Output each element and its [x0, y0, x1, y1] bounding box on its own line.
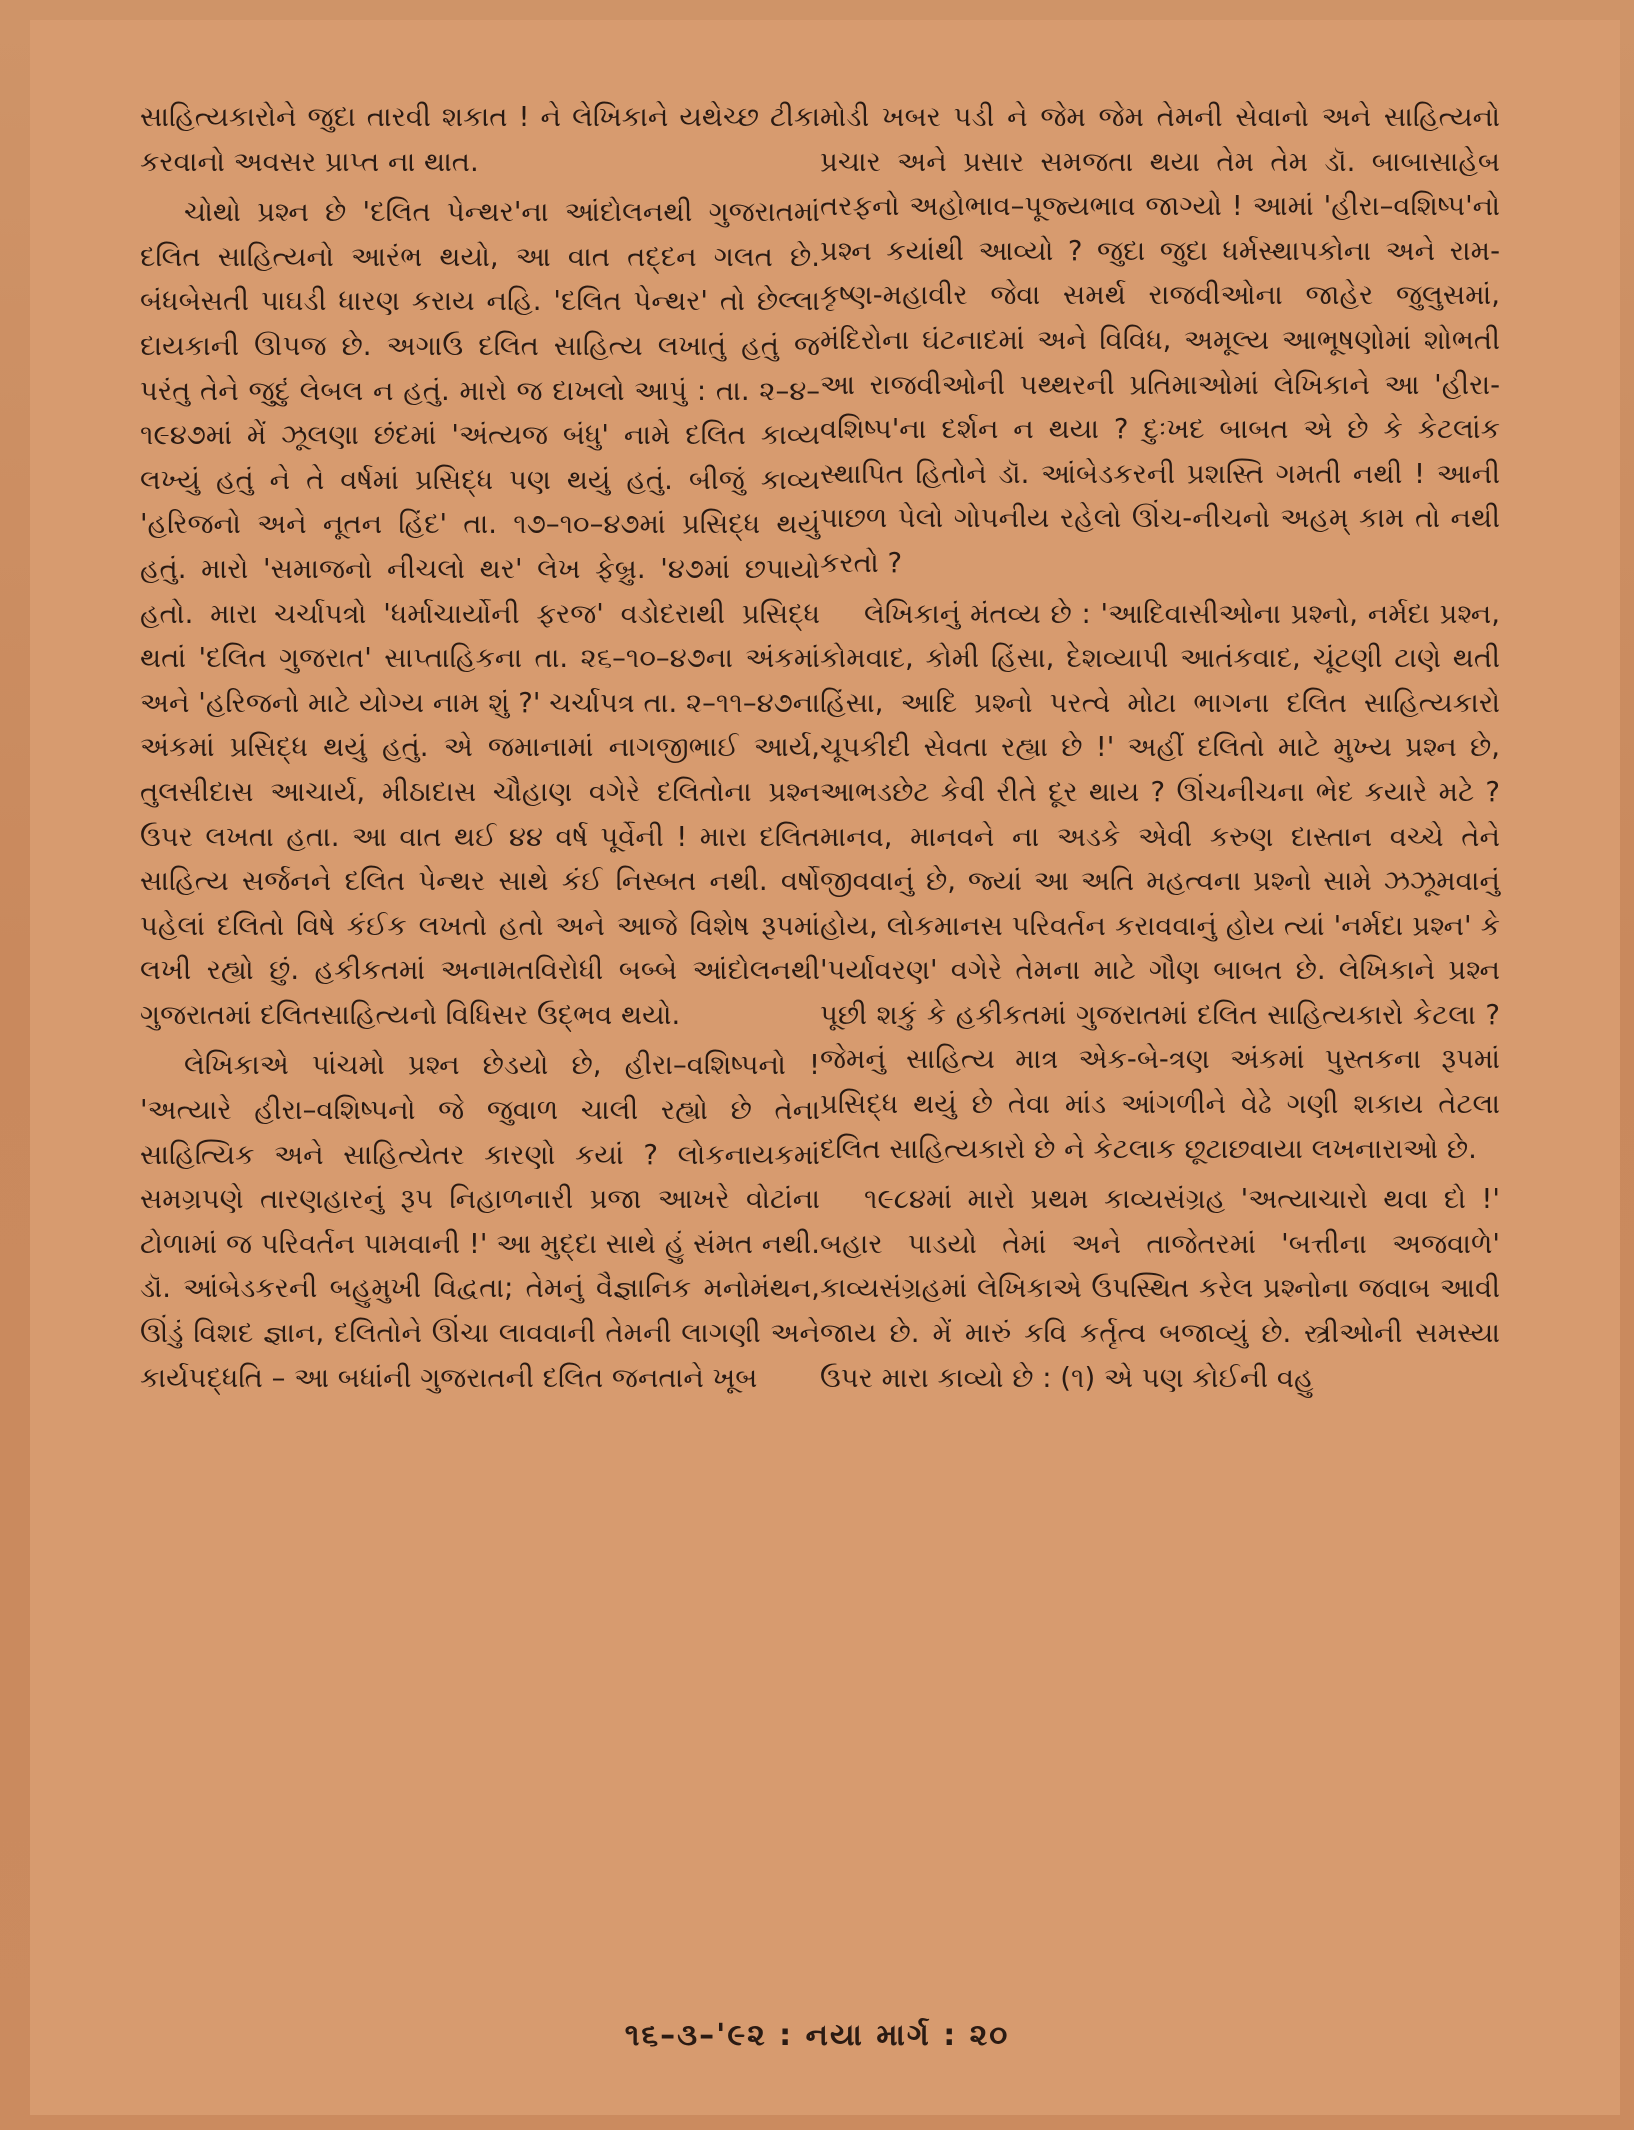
paragraph: ચોથો પ્રશ્ન છે 'દલિત પેન્થર'ના આંદોલનથી ગુજરાતમાં દલિત સાહિત્યનો આરંભ થયો, આ વાત તદ્દન ગલત છે. બંધબેસતી પાઘડી ધારણ કરાય નહિ. 'દલિત પેન્થર' તો છેલ્લા દાયકાની ઊપજ છે. અગાઉ દલિત સાહિત્ય લખાતું હતું જ પરંતુ તેને જુદું લેબલ ન હતું. મારો જ દાખલો આપું : તા. ૨–૪–૧૯૪૭માં મેં ઝૂલણા છંદમાં 'અંત્યજ બંધુ' નામે દલિત કાવ્ય લખ્યું હતું ને તે વર્ષમાં પ્રસિદ્ધ પણ થયું હતું. બીજું કાવ્ય 'હરિજનો અને નૂતન હિંદ' તા. ૧૭–૧૦–૪૭માં પ્રસિદ્ધ થયું હતું. મારો 'સમાજનો નીચલો થર' લેખ ફેબ્રુ. '૪૭માં છપાયો હતો. મારા ચર્ચાપત્રો 'ધર્માચાર્યોની ફરજ' વડોદરાથી પ્રસિદ્ધ થતાં 'દલિત ગુજરાત' સાપ્તાહિકના તા. ૨૬–૧૦–૪૭ના અંકમાં અને 'હરિજનો માટે યોગ્ય નામ શું ?' ચર્ચાપત્ર તા. ૨–૧૧–૪૭ના અંકમાં પ્રસિદ્ધ થયું હતું. એ જમાનામાં નાગજીભાઈ આર્ય, તુલસીદાસ આચાર્ય, મીઠાદાસ ચૌહાણ વગેરે દલિતોના પ્રશ્ન ઉપર લખતા હતા. આ વાત થઈ ૪૪ વર્ષ પૂર્વેની ! મારા દલિત સાહિત્ય સર્જનને દલિત પેન્થર સાથે કંઈ નિસ્બત નથી. વર્ષો પહેલાં દલિતો વિષે કંઈક લખતો હતો અને આજે વિશેષ રૂપમાં લખી રહ્યો છું. હકીકતમાં અનામતવિરોધી બબ્બે આંદોલનથી ગુજરાતમાં દલિતસાહિત્યનો વિધિસર ઉદ્ભવ થયો. — [140, 196, 820, 1031]
paragraph: સાહિત્યકારોને જુદા તારવી શકાત ! ને લેખિકાને યથેચ્છ ટીકા કરવાનો અવસર પ્રાપ્ત ના થાત. — [140, 101, 820, 178]
page-footer: ૧૬–૩–'૯૨ : નયા માર્ગ : ૨૦ — [624, 2018, 1010, 2053]
article-left-column — [140, 95, 820, 1406]
article-right-column — [820, 95, 1500, 1406]
paragraph: મોડી ખબર પડી ને જેમ જેમ તેમની સેવાનો અને સાહિત્યનો પ્રચાર અને પ્રસાર સમજતા થયા તેમ તેમ ડૉ. બાબાસાહેબ તરફનો અહોભાવ–પૂજ્યભાવ જાગ્યો ! આમાં 'હીરા–વશિષ્પ'નો પ્રશ્ન કયાંથી આવ્યો ? જુદા જુદા ધર્મસ્થાપકોના અને રામ-કૃષ્ણ-મહાવીર જેવા સમર્થ રાજવીઓના જાહેર જુલુસમાં, મંદિરોના ઘંટનાદમાં અને વિવિધ, અમૂલ્ય આભૂષણોમાં શોભતી આ રાજવીઓની પથ્થરની પ્રતિમાઓમાં લેખિકાને આ 'હીરા-વશિષ્પ'ના દર્શન ન થયા ? દુઃખદ બાબત એ છે કે કેટલાંક સ્થાપિત હિતોને ડૉ. આંબેડકરની પ્રશસ્તિ ગમતી નથી ! આની પાછળ પેલો ગોપનીય રહેલો ઊંચ-નીચનો અહમ્ કામ તો નથી કરતો ? — [820, 101, 1500, 579]
paragraph: લેખિકાનું મંતવ્ય છે : 'આદિવાસીઓના પ્રશ્નો, નર્મદા પ્રશ્ન, કોમવાદ, કોમી હિંસા, દેશવ્યાપી આતંકવાદ, ચૂંટણી ટાણે થતી હિંસા, આદિ પ્રશ્નો પરત્વે મોટા ભાગના દલિત સાહિત્યકારો ચૂપકીદી સેવતા રહ્યા છે !' અહીં દલિતો માટે મુખ્ય પ્રશ્ન છે, આભડછેટ કેવી રીતે દૂર થાય ? ઊંચનીચના ભેદ કયારે મટે ? માનવ, માનવને ના અડકે એવી કરુણ દાસ્તાન વચ્ચે તેને જીવવાનું છે, જ્યાં આ અતિ મહત્વના પ્રશ્નો સામે ઝઝૂમવાનું હોય, લોકમાનસ પરિવર્તન કરાવવાનું હોય ત્યાં 'નર્મદા પ્રશ્ન' કે 'પર્યાવરણ' વગેરે તેમના માટે ગૌણ બાબત છે. લેખિકાને પ્રશ્ન પૂછી શકું કે હકીકતમાં ગુજરાતમાં દલિત સાહિત્યકારો કેટલા ? જેમનું સાહિત્ય માત્ર એક-બે-ત્રણ અંકમાં પુસ્તકના રૂપમાં પ્રસિદ્ધ થયું છે તેવા માંડ આંગળીને વેઢે ગણી શકાય તેટલા દલિત સાહિત્યકારો છે ને કેટલાક છૂટાછવાયા લખનારાઓ છે. — [820, 597, 1500, 1165]
paragraph: ૧૯૮૪માં મારો પ્રથમ કાવ્યસંગ્રહ 'અત્યાચારો થવા દો !' બહાર પાડયો તેમાં અને તાજેતરમાં 'બત્તીના અજવાળે' કાવ્યસંગ્રહમાં લેખિકાએ ઉપસ્થિત કરેલ પ્રશ્નોના જવાબ આવી જાય છે. મેં મારું કવિ કર્તૃત્વ બજાવ્યું છે. સ્ત્રીઓની સમસ્યા ઉપર મારા કાવ્યો છે : (૧) એ પણ કોઈની વહુ — [820, 1183, 1500, 1394]
paragraph: લેખિકાએ પાંચમો પ્રશ્ન છેડયો છે, હીરા–વશિષ્પનો ! 'અત્યારે હીરા–વશિષ્પનો જે જુવાળ ચાલી રહ્યો છે તેના સાહિત્યિક અને સાહિત્યેતર કારણો કયાં ? લોકનાયકમાં સમગ્રપણે તારણહારનું રૂપ નિહાળનારી પ્રજા આખરે વોટાંના ટોળામાં જ પરિવર્તન પામવાની !' આ મુદ્દા સાથે હું સંમત નથી. ડૉ. આંબેડકરની બહુમુખી વિદ્વતા; તેમનું વૈજ્ઞાનિક મનોમંથન, ઊંડું વિશદ જ્ઞાન, દલિતોને ઊંચા લાવવાની તેમની લાગણી અને કાર્યપદ્ધતિ – આ બધાંની ગુજરાતની દલિત જનતાને ખૂબ — [140, 1049, 820, 1394]
